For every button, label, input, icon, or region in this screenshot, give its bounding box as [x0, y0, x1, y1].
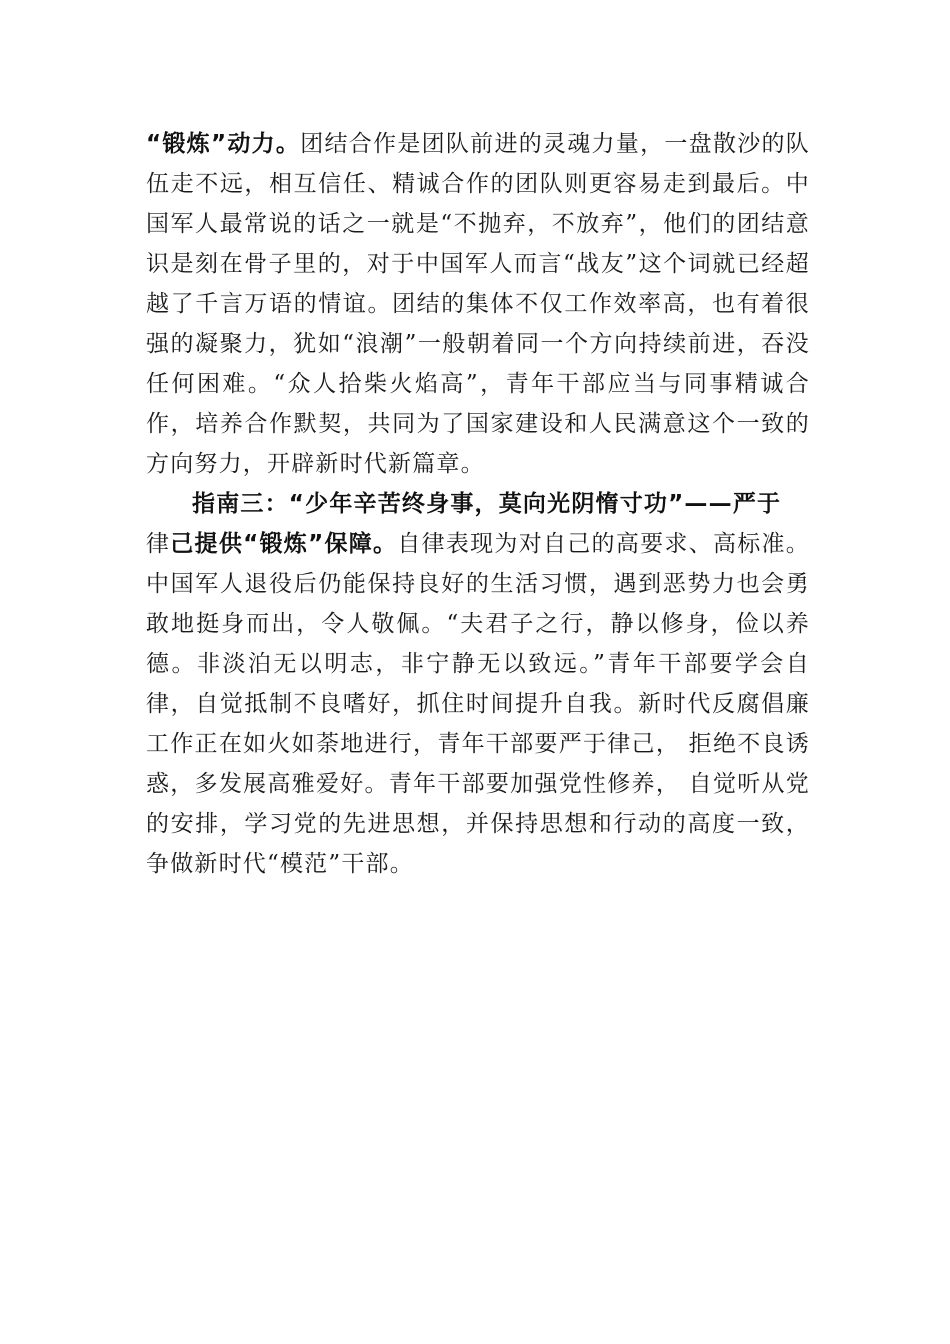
section-heading: 指南三：“少年辛苦终身事，莫向光阴惰寸功”——严于 [192, 491, 782, 517]
paragraph-text: 自律表现为对自己的高要求、高标准。中国军人退役后仍能保持良好的生活习惯，遇到恶势力也会勇敢地挺身而出，令人敬佩。“夫君子之行，静以修身，俭以养德。非淡泊无以明志，非宁静无以致远。”青年干部要学会自律，自觉抵制不良嗜好，抓住时间提升自我。新时代反腐倡廉工作正在如火如荼地进行，青年干部要严于律己， 拒绝不良诱惑，多发展高雅爱好。青年干部要加强党性修养， 自觉听从党的安排，学习党的先进思想，并保持思想和行动的高度一致，争做新时代“模范”干部。 [146, 531, 810, 877]
paragraph-self-discipline [146, 484, 810, 884]
paragraph-teamwork [146, 124, 810, 484]
section-heading-plain-char: 律 [146, 531, 171, 557]
section-heading-continued: 己提供“锻炼”保障。 [170, 531, 398, 557]
paragraph-text: 团结合作是团队前进的灵魂力量，一盘散沙的队伍走不远，相互信任、精诚合作的团队则更容易走到最后。中国军人最常说的话之一就是“不抛弃，不放弃”，他们的团结意识是刻在骨子里的，对于中国军人而言“战友”这个词就已经超越了千言万语的情谊。团结的集体不仅工作效率高，也有着很强的凝聚力，犹如“浪潮”一般朝着同一个方向持续前进，吞没任何困难。“众人拾柴火焰高”，青年干部应当与同事精诚合作，培养合作默契，共同为了国家建设和人民满意这个一致的方向努力，开辟新时代新篇章。 [146, 131, 811, 477]
paragraph-lead-bold: “锻炼”动力。 [146, 131, 301, 157]
document-body [146, 124, 810, 884]
